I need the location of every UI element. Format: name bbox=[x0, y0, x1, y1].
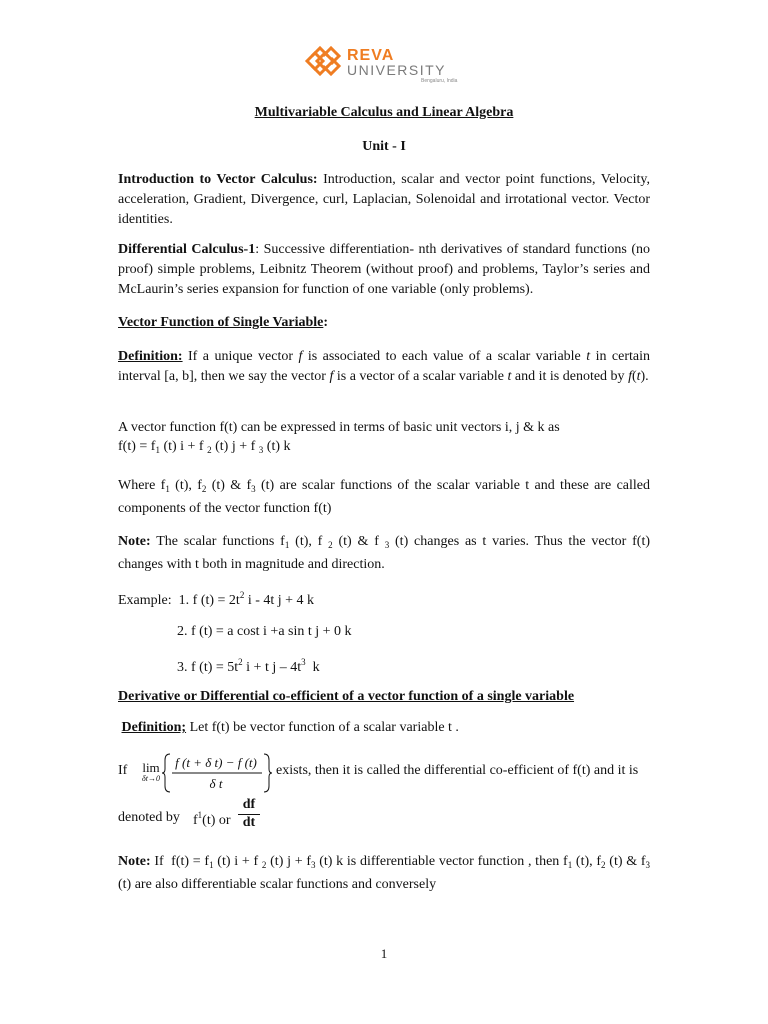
knot-logo-icon bbox=[303, 44, 343, 78]
fraction-numerator: f (t + δ t) − f (t) bbox=[175, 755, 257, 770]
definition-text: is associated to each value of a scalar variable bbox=[302, 349, 587, 364]
note-paragraph-2: Note: If $f(t) = f_1$ (t) i + f $_2$ (t) $j + f_3$ (t) k is differentiable vector function , then $f_1$ (t), $f_2$ (t) & $f_3$ (t) are also differentiable scalar functions and conversely bbox=[118, 854, 651, 892]
syllabus-differential-paragraph bbox=[118, 240, 650, 300]
note-label: Note: bbox=[118, 534, 151, 549]
definition-text: If a unique vector bbox=[182, 349, 299, 364]
vector-expression-intro: A vector function f(t) can be expressed in terms of basic unit vectors i, j & k as bbox=[118, 420, 560, 435]
definition-symbol: t bbox=[636, 369, 641, 384]
definition-symbol: f bbox=[298, 349, 303, 364]
definition-text: is a vector of a scalar variable bbox=[333, 369, 508, 384]
definition-text: ). bbox=[640, 369, 649, 384]
fraction-denominator: δ t bbox=[209, 776, 223, 791]
derivative-f: f bbox=[193, 813, 198, 828]
exists-text: exists, then it is called the differential co-efficient of f(t) and it is bbox=[276, 763, 639, 778]
definition-symbol: t bbox=[586, 349, 591, 364]
example-label: Example: bbox=[118, 593, 172, 608]
where-paragraph: Where $f_1$ (t), $f_2$ (t) & $f_3$ (t) are scalar functions of the scalar variable t and these are called components of the vector function f(t) bbox=[118, 478, 651, 516]
definition-paragraph bbox=[118, 347, 650, 387]
page-number: 1 bbox=[380, 946, 388, 961]
example-2: 2. f (t) = a cost i +a sin t j + 0 k bbox=[177, 624, 352, 639]
left-brace-icon bbox=[162, 754, 170, 792]
example-3: 3. f $(t) = 5t^2$ i + t j – $4t^3$ k bbox=[177, 657, 320, 675]
section-heading-colon: : bbox=[323, 315, 329, 330]
vector-calculus-body: Introduction, scalar and vector point functions, Velocity, acceleration, Gradient, Divergence, curl, Laplacian, Solenoidal and irrotational vector. Vector identities. bbox=[118, 172, 650, 227]
if-label: If bbox=[118, 763, 128, 778]
df-numerator: df bbox=[242, 797, 256, 812]
vector-expression-formula: $f(t) = f_1$ (t) i + f $_2$ (t) j + f $_3$ (t) k bbox=[118, 439, 291, 455]
note-text: is differentiable vector function , then bbox=[346, 854, 560, 869]
where-text: are scalar functions of the scalar variable t and these are called components of the vector function f(t) bbox=[118, 478, 651, 516]
dt-denominator: dt bbox=[238, 814, 260, 831]
logo-brand-text: REVA bbox=[347, 47, 395, 64]
definition-text: ( bbox=[631, 369, 637, 384]
derivative-superscript: 1 bbox=[197, 810, 203, 820]
difference-quotient bbox=[162, 752, 272, 794]
definition-2-paragraph bbox=[118, 720, 459, 736]
syllabus-vector-paragraph bbox=[118, 170, 650, 230]
course-title: Multivariable Calculus and Linear Algebra bbox=[254, 105, 514, 120]
example-item: 3. f (t) = 5t bbox=[177, 660, 239, 675]
derivative-text: (t) or bbox=[202, 813, 231, 828]
section-heading-text: Vector Function of Single Variable bbox=[118, 315, 324, 330]
definition-label: Definition; bbox=[121, 720, 187, 735]
example-item: 1. f (t) = 2t bbox=[178, 593, 240, 608]
note-paragraph-1: Note: The scalar functions $f_1$ (t), f $_2$ (t) & f $_3$ (t) changes as t varies. Thus the vector f(t) changes with t both in magnitude and direction. bbox=[118, 534, 651, 572]
university-logo bbox=[303, 44, 473, 84]
example-1: Example: 1. f $(t) = 2t^2$ i - 4t j + 4 k bbox=[118, 590, 315, 608]
unit-title: Unit - I bbox=[362, 139, 406, 154]
definition-text: Let f(t) be vector function of a scalar variable t . bbox=[186, 720, 459, 735]
section-heading-text: Derivative or Differential co-efficient of a vector function of a single variable bbox=[118, 689, 575, 704]
definition-symbol: f bbox=[628, 369, 632, 384]
section-heading-derivative bbox=[118, 689, 574, 705]
differential-calculus-heading: Differential Calculus-1 bbox=[118, 242, 256, 257]
right-brace-icon bbox=[264, 754, 272, 792]
limit-word: lim bbox=[142, 760, 160, 775]
definition-text: and it is denoted by bbox=[511, 369, 629, 384]
definition-label: Definition: bbox=[118, 349, 183, 364]
definition-symbol: t bbox=[507, 369, 512, 384]
limit-subscript: δt→0 bbox=[142, 774, 160, 783]
denoted-by-text: denoted by bbox=[118, 810, 180, 825]
differential-calculus-body: : Successive differentiation- nth derivatives of standard functions (no proof) simple problems, Leibnitz Theorem (without proof) and problems, Taylor’s series and McLaurin’s series expansion for function of one variable (only problems). bbox=[118, 242, 651, 297]
note-text: changes as t varies. Thus the vector f(t) changes with t both in magnitude and direction. bbox=[118, 534, 651, 572]
df-dt-fraction bbox=[238, 797, 260, 831]
derivative-notation bbox=[193, 810, 231, 829]
definition-text: in certain interval [a, b], then we say the vector bbox=[118, 349, 650, 384]
logo-university-text: UNIVERSITY bbox=[347, 62, 447, 78]
definition-symbol: f bbox=[329, 369, 334, 384]
note-tail-text: are also differentiable scalar functions and conversely bbox=[134, 877, 437, 892]
vector-calculus-heading: Introduction to Vector Calculus: bbox=[118, 172, 318, 187]
logo-location-text: Bengaluru, India bbox=[421, 78, 458, 84]
section-heading-vector-function bbox=[118, 315, 328, 331]
note-label: Note: bbox=[118, 854, 151, 869]
